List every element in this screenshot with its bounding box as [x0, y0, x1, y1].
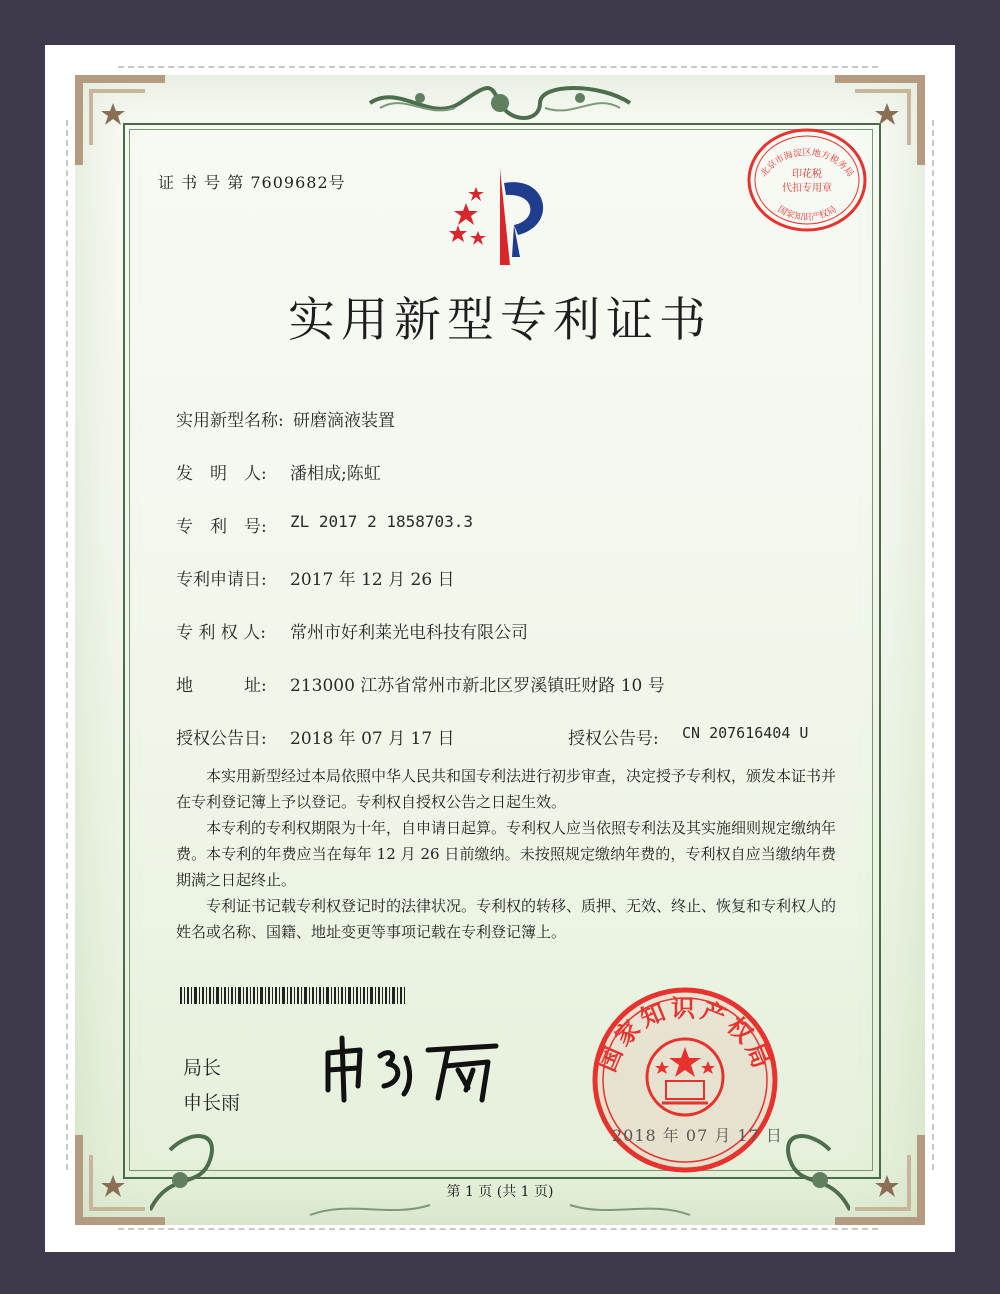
tax-stamp: [745, 125, 870, 235]
filing-date-label: 专利申请日:: [176, 570, 267, 590]
dashed-border-left: [66, 120, 68, 1170]
utility-model-name-label: 实用新型名称:: [176, 411, 284, 431]
patent-number-value: ZL 2017 2 1858703.3: [290, 512, 474, 531]
official-seal-text: 国家知识产权局: [593, 994, 777, 1076]
dashed-border-right: [932, 120, 934, 1170]
top-scroll-ornament: [360, 78, 640, 128]
filing-date-value: 2017 年 12 月 26 日: [290, 570, 455, 590]
corner-ornament-top-left: [75, 75, 165, 165]
paragraph-patent-term: 本专利的专利权期限为十年，自申请日起算。专利权人应当依照专利法及其实施细则规定缴纳年费。本专利的年费应当在每年 12 月 26 日前缴纳。未按照规定缴纳年费的，专利权自应当缴纳年费期满之日起终止。: [176, 819, 837, 889]
utility-model-name-value: 研磨滴液装置: [293, 411, 395, 431]
paragraph-legal-status: 专利证书记载专利权登记时的法律状况。专利权的转移、质押、无效、终止、恢复和专利权人的姓名或名称、国籍、地址变更等事项记载在专利登记簿上。: [176, 897, 837, 941]
certificate-number: [158, 170, 346, 193]
patent-number-label: 专 利 号:: [176, 517, 267, 537]
certificate-number-value: 7609682: [250, 173, 329, 192]
inventor-value: 潘相成;陈虹: [290, 464, 381, 484]
address-label: 地 址:: [176, 676, 267, 696]
barcode: [180, 987, 405, 1004]
official-seal: [590, 985, 780, 1175]
certificate-number-suffix: 号: [328, 173, 346, 192]
patentee-value: 常州市好利莱光电科技有限公司: [290, 623, 528, 643]
patent-office-logo: [438, 165, 568, 265]
tax-stamp-ring-text: 北京市海淀区地方税务局: [759, 148, 855, 179]
tax-stamp-center-text-2: 代扣专用章: [782, 183, 832, 194]
dashed-border-bottom: [118, 1228, 878, 1230]
dashed-border-top: [118, 66, 878, 68]
tax-stamp-center-text-1: 印花税: [792, 169, 822, 180]
director-signature: [318, 1028, 518, 1108]
certificate-number-prefix: 证 书 号 第: [158, 173, 245, 192]
patentee-label: 专 利 权 人:: [176, 623, 266, 643]
grant-date-value: 2018 年 07 月 17 日: [290, 729, 455, 749]
grant-date-label: 授权公告日:: [176, 729, 267, 749]
inventor-label: 发 明 人:: [176, 464, 267, 484]
certificate-title: 实用新型专利证书: [288, 293, 712, 348]
grant-number-label: 授权公告号:: [568, 729, 659, 749]
address-value: 213000 江苏省常州市新北区罗溪镇旺财路 10 号: [290, 676, 665, 696]
seal-date: 2018 年 07 月 17 日: [612, 1126, 783, 1145]
page-footer: 第 1 页 (共 1 页): [446, 1184, 554, 1200]
paragraph-grant-statement: 本实用新型经过本局依照中华人民共和国专利法进行初步审查，决定授予专利权，颁发本证书并在专利登记簿上予以登记。专利权自授权公告之日起生效。: [176, 767, 837, 811]
grant-number-value: CN 207616404 U: [682, 724, 809, 742]
director-name: 申长雨: [183, 1092, 241, 1114]
director-title: 局长: [183, 1057, 222, 1079]
tax-stamp-bottom-text: 国家知识产权局: [775, 204, 839, 224]
